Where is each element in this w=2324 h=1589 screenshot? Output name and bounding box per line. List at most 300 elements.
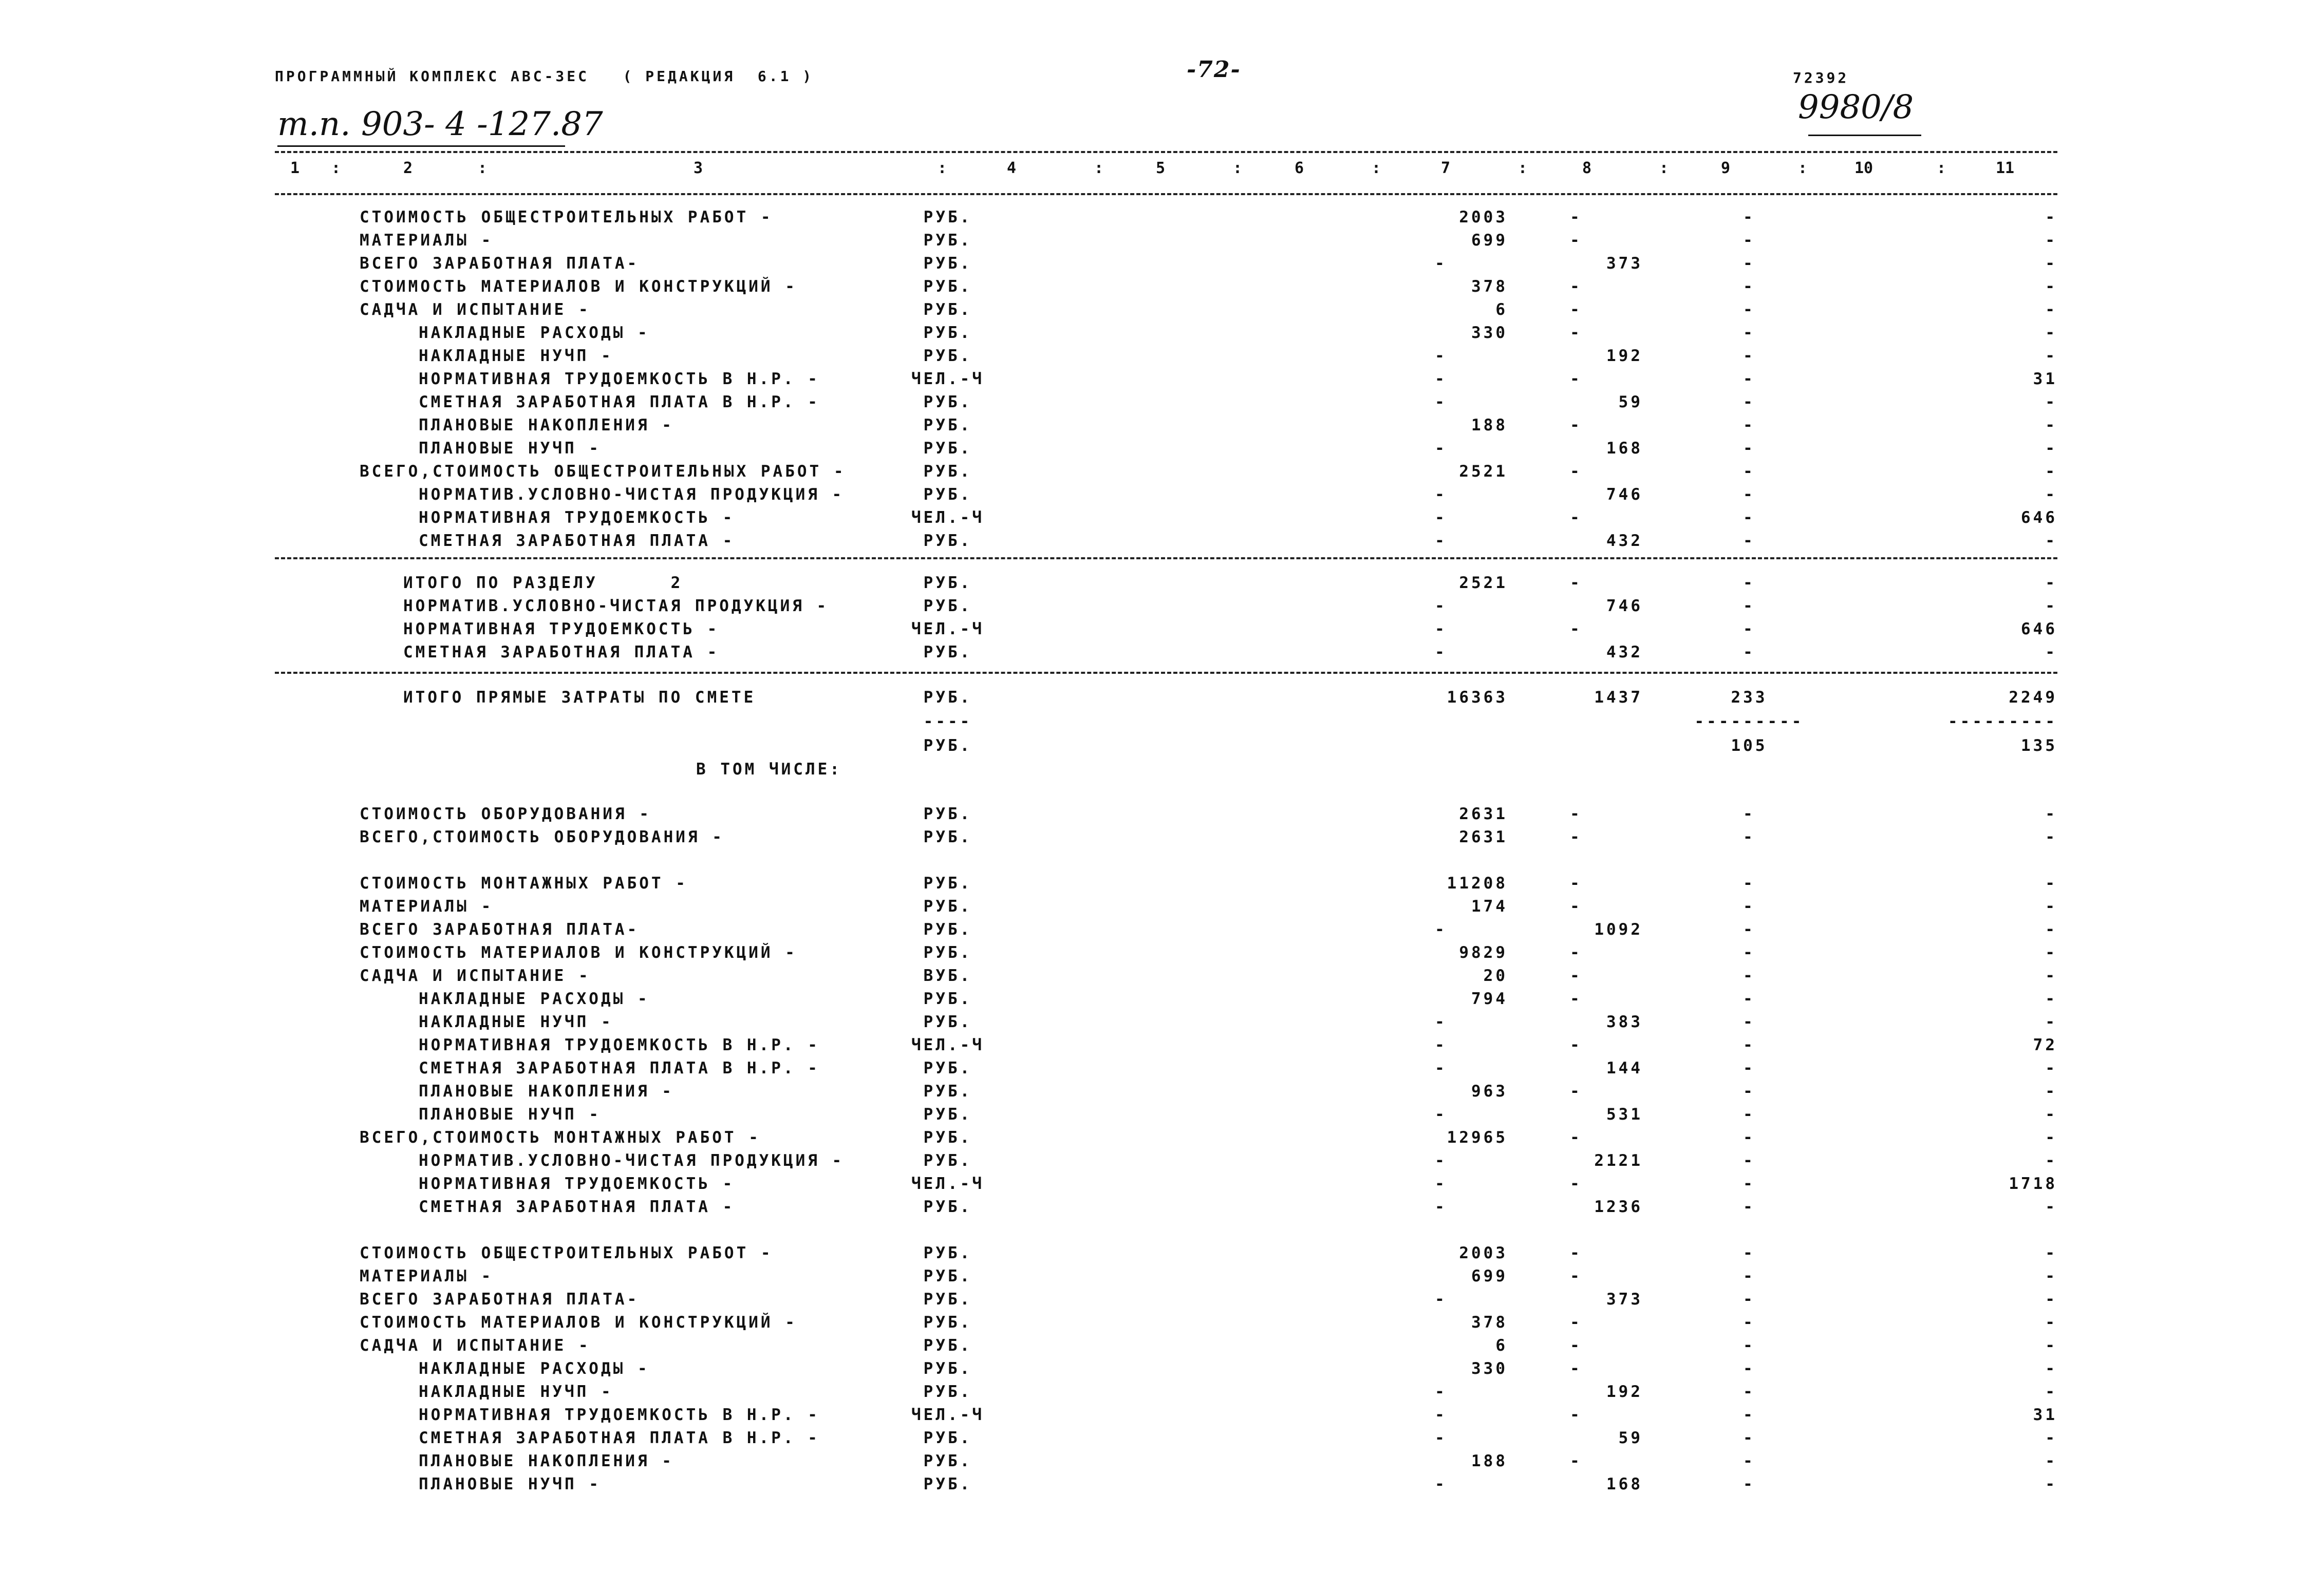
col7-cell: 20 <box>1483 967 1508 985</box>
row-label: ВСЕГО ЗАРАБОТНАЯ ПЛАТА- <box>360 920 640 939</box>
col11-cell: 646 <box>2021 508 2057 527</box>
handwritten-reference: 9980/8 <box>1798 88 1914 126</box>
col11-cell: - <box>2045 805 2057 823</box>
row-label: СМЕТНАЯ ЗАРАБОТНАЯ ПЛАТА В Н.Р. - <box>419 1429 820 1447</box>
unit-cell: РУБ. <box>923 462 972 481</box>
col11-cell: - <box>2045 439 2057 458</box>
col11-cell: - <box>2045 347 2057 365</box>
row-label: ВСЕГО,СТОИМОСТЬ МОНТАЖНЫХ РАБОТ - <box>360 1128 761 1147</box>
row-label: ВСЕГО,СТОИМОСТЬ ОБЩЕСТРОИТЕЛЬНЫХ РАБОТ - <box>360 462 846 481</box>
col11-cell: 72 <box>2033 1036 2057 1054</box>
col7-cell: - <box>1435 532 1447 550</box>
col8-cell: - <box>1570 508 1582 527</box>
row-label: СТОИМОСТЬ ОБЩЕСТРОИТЕЛЬНЫХ РАБОТ - <box>360 1244 773 1262</box>
col7-cell: - <box>1435 393 1447 411</box>
col7-cell: - <box>1435 347 1447 365</box>
col9-cell: - <box>1743 1267 1755 1285</box>
unit-cell: РУБ. <box>923 1198 972 1216</box>
col8-cell: 59 <box>1618 393 1643 411</box>
row-label: НОРМАТИВ.УСЛОВНО-ЧИСТАЯ ПРОДУКЦИЯ - <box>419 1151 845 1170</box>
col-separator: : <box>1798 159 1808 177</box>
col-separator: : <box>1372 159 1381 177</box>
unit-cell: ЧЕЛ.-Ч <box>911 1406 984 1424</box>
unit-cell: РУБ. <box>923 208 972 226</box>
col8-cell: 192 <box>1606 1383 1643 1401</box>
row-label: СМЕТНАЯ ЗАРАБОТНАЯ ПЛАТА - <box>419 532 735 550</box>
col9-cell: - <box>1743 828 1755 846</box>
col9-cell: - <box>1743 485 1755 504</box>
underline <box>1808 135 1921 136</box>
col8-cell: 168 <box>1606 439 1643 458</box>
row-label: ПЛАНОВЫЕ НАКОПЛЕНИЯ - <box>419 1082 674 1101</box>
unit-cell: РУБ. <box>923 1267 972 1285</box>
unit-cell: РУБ. <box>923 828 972 846</box>
col9-cell: - <box>1743 439 1755 458</box>
row-label: САДЧА И ИСПЫТАНИЕ - <box>360 1336 591 1355</box>
unit-cell: РУБ. <box>923 805 972 823</box>
col8-cell: - <box>1570 1036 1582 1054</box>
col9-cell: - <box>1743 1151 1755 1170</box>
rule-top <box>275 151 2057 153</box>
col11-cell: 31 <box>2033 370 2057 388</box>
col8-cell: - <box>1570 574 1582 592</box>
col11-cell: - <box>2045 1383 2057 1401</box>
col11-cell: - <box>2045 1290 2057 1309</box>
col11-cell: - <box>2045 874 2057 893</box>
col11-cell: - <box>2045 416 2057 434</box>
col8-cell: - <box>1570 1452 1582 1470</box>
col7-cell: 378 <box>1471 1313 1508 1332</box>
col11-cell: - <box>2045 897 2057 916</box>
col7-cell: - <box>1435 1290 1447 1309</box>
col-number-9: 9 <box>1721 159 1731 177</box>
col7-cell: 699 <box>1471 231 1508 250</box>
col-number-7: 7 <box>1441 159 1451 177</box>
col7-cell: 699 <box>1471 1267 1508 1285</box>
unit-cell: РУБ. <box>923 597 972 615</box>
col9-cell: - <box>1743 1036 1755 1054</box>
col7-cell: 16363 <box>1447 688 1508 707</box>
col9-cell: - <box>1743 1429 1755 1447</box>
row-label: НАКЛАДНЫЕ РАСХОДЫ - <box>419 990 650 1008</box>
col-number-6: 6 <box>1295 159 1304 177</box>
col8-cell: 432 <box>1606 532 1643 550</box>
col8-cell: 746 <box>1606 485 1643 504</box>
col11-cell: - <box>2045 532 2057 550</box>
unit-cell: РУБ. <box>923 574 972 592</box>
col7-cell: - <box>1435 1105 1447 1124</box>
col8-cell: - <box>1570 1313 1582 1332</box>
col8-cell: - <box>1570 828 1582 846</box>
col7-cell: 11208 <box>1447 874 1508 893</box>
col11-cell: - <box>2045 1059 2057 1077</box>
col-number-8: 8 <box>1582 159 1592 177</box>
unit-cell: РУБ. <box>923 347 972 365</box>
col7-cell: - <box>1435 1175 1447 1193</box>
col9-cell: - <box>1743 897 1755 916</box>
row-label: МАТЕРИАЛЫ - <box>360 1267 494 1285</box>
col8-cell: - <box>1570 300 1582 319</box>
column-number-row <box>275 159 2057 180</box>
col8-cell: 373 <box>1606 254 1643 273</box>
col7-cell: 12965 <box>1447 1128 1508 1147</box>
col11-cell: - <box>2045 1013 2057 1031</box>
unit-cell: РУБ. <box>923 1059 972 1077</box>
col11-cell: - <box>2045 1336 2057 1355</box>
col8-cell: - <box>1570 1175 1582 1193</box>
col11-cell: - <box>2045 324 2057 342</box>
col-separator: : <box>331 159 341 177</box>
unit-cell: РУБ. <box>923 897 972 916</box>
col11-cell: - <box>2045 920 2057 939</box>
unit-cell: РУБ. <box>923 643 972 661</box>
col11-cell: 646 <box>2021 620 2057 638</box>
row-label: СМЕТНАЯ ЗАРАБОТНАЯ ПЛАТА - <box>403 643 720 661</box>
unit-cell: РУБ. <box>923 736 972 755</box>
row-label: НОРМАТИВ.УСЛОВНО-ЧИСТАЯ ПРОДУКЦИЯ - <box>403 597 829 615</box>
row-label: НОРМАТИВ.УСЛОВНО-ЧИСТАЯ ПРОДУКЦИЯ - <box>419 485 845 504</box>
col11-cell: - <box>2045 208 2057 226</box>
col9-cell: - <box>1743 1082 1755 1101</box>
col11-cell: - <box>2045 1244 2057 1262</box>
col7-cell: - <box>1435 597 1447 615</box>
rule-section-total <box>275 672 2057 674</box>
col11-cell: - <box>2045 231 2057 250</box>
col9-cell: - <box>1743 532 1755 550</box>
col9-cell: 233 <box>1731 688 1768 707</box>
col-number-11: 11 <box>1996 159 2015 177</box>
row-label: НОРМАТИВНАЯ ТРУДОЕМКОСТЬ В Н.Р. - <box>419 1036 820 1054</box>
col7-cell: 188 <box>1471 416 1508 434</box>
page-number: -72- <box>1187 56 1241 83</box>
row-label: ВСЕГО,СТОИМОСТЬ ОБОРУДОВАНИЯ - <box>360 828 724 846</box>
col9-cell: - <box>1743 1059 1755 1077</box>
col11-cell: - <box>2045 643 2057 661</box>
col7-cell: 2631 <box>1459 805 1508 823</box>
col8-cell: 1236 <box>1594 1198 1643 1216</box>
col7-cell: - <box>1435 1475 1447 1493</box>
col9-cell: - <box>1743 1128 1755 1147</box>
col11-cell: - <box>2045 300 2057 319</box>
col9-cell: - <box>1743 805 1755 823</box>
row-label: САДЧА И ИСПЫТАНИЕ - <box>360 967 591 985</box>
col8-cell: - <box>1570 1359 1582 1378</box>
row-label: ПЛАНОВЫЕ НУЧП - <box>419 1105 601 1124</box>
col8-cell: - <box>1570 1406 1582 1424</box>
unit-cell: ЧЕЛ.-Ч <box>911 620 984 638</box>
col11-cell: - <box>2045 1151 2057 1170</box>
col-number-2: 2 <box>403 159 413 177</box>
col9-cell: - <box>1743 1175 1755 1193</box>
row-label: НАКЛАДНЫЕ НУЧП - <box>419 347 613 365</box>
row-label: СТОИМОСТЬ МАТЕРИАЛОВ И КОНСТРУКЦИЙ - <box>360 1313 797 1332</box>
row-label: СМЕТНАЯ ЗАРАБОТНАЯ ПЛАТА В Н.Р. - <box>419 393 820 411</box>
col7-cell: - <box>1435 508 1447 527</box>
unit-cell: РУБ. <box>923 485 972 504</box>
unit-cell: РУБ. <box>923 1359 972 1378</box>
col11-cell: - <box>2045 1313 2057 1332</box>
col9-cell: - <box>1743 254 1755 273</box>
col9-cell: - <box>1743 1013 1755 1031</box>
unit-cell: РУБ. <box>923 277 972 296</box>
unit-cell: РУБ. <box>923 416 972 434</box>
unit-cell: РУБ. <box>923 324 972 342</box>
col-number-1: 1 <box>290 159 300 177</box>
row-label: СМЕТНАЯ ЗАРАБОТНАЯ ПЛАТА В Н.Р. - <box>419 1059 820 1077</box>
col7-cell: - <box>1435 620 1447 638</box>
col-separator: : <box>1937 159 1946 177</box>
col9-cell: - <box>1743 1313 1755 1332</box>
unit-cell: РУБ. <box>923 254 972 273</box>
col8-cell: - <box>1570 967 1582 985</box>
col11-cell: - <box>2045 1198 2057 1216</box>
col11-cell: 31 <box>2033 1406 2057 1424</box>
col9-cell: - <box>1743 300 1755 319</box>
col8-cell: 192 <box>1606 347 1643 365</box>
col9-cell: - <box>1743 1290 1755 1309</box>
col7-cell: 6 <box>1495 300 1508 319</box>
unit-cell: РУБ. <box>923 943 972 962</box>
col-number-4: 4 <box>1007 159 1017 177</box>
rule-section-end <box>275 557 2057 559</box>
col7-cell: - <box>1435 1036 1447 1054</box>
col11-cell: - <box>2045 1128 2057 1147</box>
row-label: СТОИМОСТЬ МАТЕРИАЛОВ И КОНСТРУКЦИЙ - <box>360 943 797 962</box>
col-separator: : <box>938 159 947 177</box>
col11-cell: - <box>2045 943 2057 962</box>
col8-cell: - <box>1570 208 1582 226</box>
unit-cell: РУБ. <box>923 532 972 550</box>
col11-cell: - <box>2045 828 2057 846</box>
unit-cell: РУБ. <box>923 1290 972 1309</box>
col-number-5: 5 <box>1156 159 1166 177</box>
col9-cell: 105 <box>1731 736 1768 755</box>
row-label: ПЛАНОВЫЕ НАКОПЛЕНИЯ - <box>419 416 674 434</box>
col-separator: : <box>1233 159 1243 177</box>
col8-cell: - <box>1570 620 1582 638</box>
col-number-3: 3 <box>694 159 703 177</box>
col9-cell: - <box>1743 347 1755 365</box>
col11-cell: - <box>2045 574 2057 592</box>
col8-cell: - <box>1570 1244 1582 1262</box>
col7-cell: 2521 <box>1459 462 1508 481</box>
col8-cell: - <box>1570 231 1582 250</box>
row-label: НАКЛАДНЫЕ НУЧП - <box>419 1383 613 1401</box>
col7-cell: 963 <box>1471 1082 1508 1101</box>
col8-cell: 1437 <box>1594 688 1643 707</box>
col9-cell: - <box>1743 1198 1755 1216</box>
col7-cell: 9829 <box>1459 943 1508 962</box>
row-label: НАКЛАДНЫЕ РАСХОДЫ - <box>419 1359 650 1378</box>
col7-cell: - <box>1435 1013 1447 1031</box>
col9-cell: - <box>1743 462 1755 481</box>
col7-cell: - <box>1435 920 1447 939</box>
unit-cell: РУБ. <box>923 1475 972 1493</box>
col7-cell: - <box>1435 1406 1447 1424</box>
unit-cell: РУБ. <box>923 393 972 411</box>
unit-cell: РУБ. <box>923 1383 972 1401</box>
col9-cell: - <box>1743 920 1755 939</box>
col8-cell: - <box>1570 370 1582 388</box>
col7-cell: 330 <box>1471 1359 1508 1378</box>
col9-cell: - <box>1743 620 1755 638</box>
unit-cell: РУБ. <box>923 300 972 319</box>
row-label: ИТОГО ПРЯМЫЕ ЗАТРАТЫ ПО СМЕТЕ <box>403 688 756 707</box>
col11-cell: - <box>2045 277 2057 296</box>
col7-cell: - <box>1435 1383 1447 1401</box>
row-label: МАТЕРИАЛЫ - <box>360 897 494 916</box>
col-separator: : <box>1094 159 1104 177</box>
col7-cell: - <box>1435 1151 1447 1170</box>
col7-cell: - <box>1435 1198 1447 1216</box>
col11-cell: --------- <box>1948 712 2057 731</box>
col7-cell: 2003 <box>1459 208 1508 226</box>
col8-cell: - <box>1570 943 1582 962</box>
col9-cell: - <box>1743 1383 1755 1401</box>
col11-cell: - <box>2045 393 2057 411</box>
col11-cell: 135 <box>2021 736 2057 755</box>
col7-cell: - <box>1435 1429 1447 1447</box>
col8-cell: - <box>1570 874 1582 893</box>
col7-cell: 2631 <box>1459 828 1508 846</box>
col9-cell: - <box>1743 574 1755 592</box>
col11-cell: - <box>2045 1475 2057 1493</box>
row-label: ВСЕГО ЗАРАБОТНАЯ ПЛАТА- <box>360 1290 640 1309</box>
unit-cell: ЧЕЛ.-Ч <box>911 508 984 527</box>
col9-cell: - <box>1743 1359 1755 1378</box>
col11-cell: - <box>2045 1267 2057 1285</box>
col11-cell: - <box>2045 967 2057 985</box>
unit-cell: ЧЕЛ.-Ч <box>911 370 984 388</box>
col11-cell: - <box>2045 1082 2057 1101</box>
col8-cell: 432 <box>1606 643 1643 661</box>
col11-cell: - <box>2045 990 2057 1008</box>
col8-cell: 168 <box>1606 1475 1643 1493</box>
col9-cell: - <box>1743 208 1755 226</box>
col8-cell: - <box>1570 805 1582 823</box>
col9-cell: - <box>1743 1406 1755 1424</box>
col8-cell: - <box>1570 1128 1582 1147</box>
col9-cell: - <box>1743 990 1755 1008</box>
col9-cell: - <box>1743 874 1755 893</box>
col9-cell: - <box>1743 416 1755 434</box>
col9-cell: - <box>1743 393 1755 411</box>
col8-cell: 383 <box>1606 1013 1643 1031</box>
col8-cell: 59 <box>1618 1429 1643 1447</box>
row-label: САДЧА И ИСПЫТАНИЕ - <box>360 300 591 319</box>
unit-cell: РУБ. <box>923 1336 972 1355</box>
row-label: ВСЕГО ЗАРАБОТНАЯ ПЛАТА- <box>360 254 640 273</box>
row-label: СТОИМОСТЬ МАТЕРИАЛОВ И КОНСТРУКЦИЙ - <box>360 277 797 296</box>
unit-cell: РУБ. <box>923 1313 972 1332</box>
unit-cell: РУБ. <box>923 1151 972 1170</box>
row-label: НАКЛАДНЫЕ РАСХОДЫ - <box>419 324 650 342</box>
col9-cell: --------- <box>1694 712 1804 731</box>
row-label: СТОИМОСТЬ ОБЩЕСТРОИТЕЛЬНЫХ РАБОТ - <box>360 208 773 226</box>
col7-cell: - <box>1435 643 1447 661</box>
col8-cell: - <box>1570 897 1582 916</box>
col9-cell: - <box>1743 1244 1755 1262</box>
col7-cell: 794 <box>1471 990 1508 1008</box>
col7-cell: 2521 <box>1459 574 1508 592</box>
col11-cell: 1718 <box>2009 1175 2057 1193</box>
col9-cell: - <box>1743 508 1755 527</box>
row-label: СМЕТНАЯ ЗАРАБОТНАЯ ПЛАТА - <box>419 1198 735 1216</box>
col9-cell: - <box>1743 324 1755 342</box>
row-label: НАКЛАДНЫЕ НУЧП - <box>419 1013 613 1031</box>
unit-cell: РУБ. <box>923 1082 972 1101</box>
col8-cell: 1092 <box>1594 920 1643 939</box>
col9-cell: - <box>1743 277 1755 296</box>
col8-cell: 746 <box>1606 597 1643 615</box>
col-separator: : <box>1518 159 1528 177</box>
unit-cell: РУБ. <box>923 990 972 1008</box>
col8-cell: - <box>1570 990 1582 1008</box>
col11-cell: - <box>2045 254 2057 273</box>
col7-cell: - <box>1435 1059 1447 1077</box>
col9-cell: - <box>1743 1336 1755 1355</box>
row-label: НОРМАТИВНАЯ ТРУДОЕМКОСТЬ В Н.Р. - <box>419 370 820 388</box>
unit-cell: РУБ. <box>923 231 972 250</box>
col7-cell: - <box>1435 439 1447 458</box>
row-label: ПЛАНОВЫЕ НАКОПЛЕНИЯ - <box>419 1452 674 1470</box>
col9-cell: - <box>1743 597 1755 615</box>
col11-cell: - <box>2045 1429 2057 1447</box>
col8-cell: - <box>1570 462 1582 481</box>
col8-cell: 144 <box>1606 1059 1643 1077</box>
col8-cell: - <box>1570 324 1582 342</box>
col9-cell: - <box>1743 643 1755 661</box>
row-label: НОРМАТИВНАЯ ТРУДОЕМКОСТЬ - <box>419 1175 735 1193</box>
col11-cell: - <box>2045 485 2057 504</box>
unit-cell: ВУБ. <box>923 967 972 985</box>
col9-cell: - <box>1743 1452 1755 1470</box>
row-label: МАТЕРИАЛЫ - <box>360 231 494 250</box>
col8-cell: - <box>1570 1336 1582 1355</box>
unit-cell: РУБ. <box>923 874 972 893</box>
col-separator: : <box>478 159 488 177</box>
col7-cell: 330 <box>1471 324 1508 342</box>
unit-cell: РУБ. <box>923 1429 972 1447</box>
col8-cell: - <box>1570 277 1582 296</box>
col9-cell: - <box>1743 370 1755 388</box>
col-number-10: 10 <box>1854 159 1873 177</box>
row-label: ПЛАНОВЫЕ НУЧП - <box>419 439 601 458</box>
program-header: ПРОГРАММНЫЙ КОМПЛЕКС АВС-3ЕС ( РЕДАКЦИЯ 6.1 ) <box>275 68 814 85</box>
unit-cell: РУБ. <box>923 1128 972 1147</box>
col8-cell: - <box>1570 1267 1582 1285</box>
col9-cell: - <box>1743 1475 1755 1493</box>
col8-cell: 373 <box>1606 1290 1643 1309</box>
row-label: ПЛАНОВЫЕ НУЧП - <box>419 1475 601 1493</box>
col9-cell: - <box>1743 1105 1755 1124</box>
handwritten-project-number: т.п. 903- 4 -127.87 <box>277 105 603 143</box>
row-label: НОРМАТИВНАЯ ТРУДОЕМКОСТЬ В Н.Р. - <box>419 1406 820 1424</box>
col8-cell: 531 <box>1606 1105 1643 1124</box>
col8-cell: - <box>1570 1082 1582 1101</box>
unit-cell: РУБ. <box>923 920 972 939</box>
row-label: НОРМАТИВНАЯ ТРУДОЕМКОСТЬ - <box>403 620 720 638</box>
col7-cell: 378 <box>1471 277 1508 296</box>
col9-cell: - <box>1743 231 1755 250</box>
unit-cell: РУБ. <box>923 1244 972 1262</box>
row-label: СТОИМОСТЬ ОБОРУДОВАНИЯ - <box>360 805 651 823</box>
col7-cell: 188 <box>1471 1452 1508 1470</box>
col11-cell: - <box>2045 1452 2057 1470</box>
col11-cell: - <box>2045 462 2057 481</box>
col-separator: : <box>1659 159 1669 177</box>
col7-cell: - <box>1435 370 1447 388</box>
